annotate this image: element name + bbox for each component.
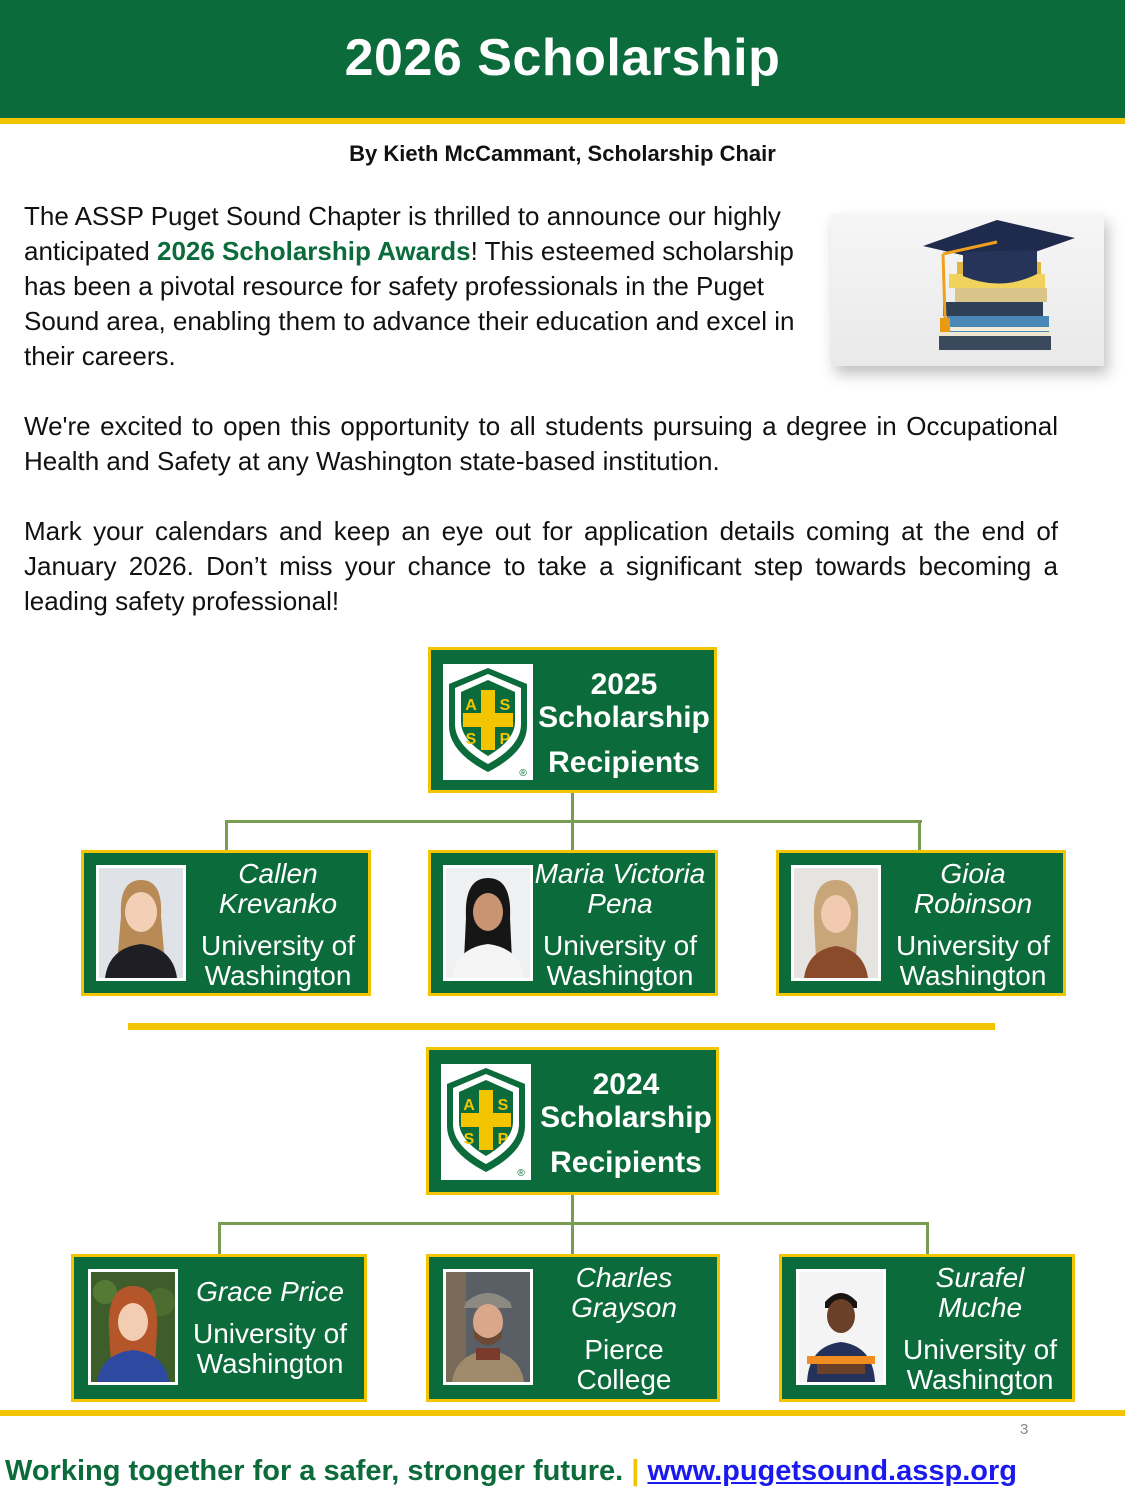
recipient-card <box>428 850 718 996</box>
connector-2025-right <box>918 820 921 851</box>
page-title: 2026 Scholarship <box>344 29 781 87</box>
recipient-school: University of Washington <box>542 930 698 991</box>
recipient-card <box>81 850 371 996</box>
recipients-2025-title-box <box>428 647 717 793</box>
logo-letter-a: A <box>463 1097 475 1114</box>
recipient-name: Surafel Muche <box>935 1262 1025 1323</box>
connector-2024-stem <box>571 1195 574 1225</box>
footer-separator: | <box>631 1455 640 1487</box>
logo-letter-s1: S <box>499 697 511 714</box>
intro-paragraph <box>24 199 814 374</box>
logo-letter-p: P <box>499 731 511 748</box>
logo-letter-s2: S <box>465 731 477 748</box>
recipient-text <box>887 859 1059 991</box>
logo-registered-mark: ® <box>519 768 527 779</box>
recipients-2024-title-box <box>426 1047 719 1195</box>
recipient-card <box>426 1254 720 1402</box>
recipient-text <box>535 1263 713 1395</box>
connector-2025-left <box>225 820 228 851</box>
recipient-card <box>71 1254 367 1402</box>
logo-letter-s1: S <box>497 1097 509 1114</box>
section-divider <box>128 1023 995 1030</box>
byline: By Kieth McCammant, Scholarship Chair <box>349 141 776 166</box>
recipient-text <box>892 1263 1068 1395</box>
logo-letter-s2: S <box>463 1131 475 1148</box>
assp-logo <box>443 664 533 780</box>
logo-letter-p: P <box>497 1131 509 1148</box>
intro-text-before: The ASSP Puget Sound Chapter is thrilled to announce our highly anticipated <box>24 201 781 266</box>
recipient-card <box>776 850 1066 996</box>
recipient-name: Charles Grayson <box>571 1262 677 1323</box>
intro-text-after: ! This esteemed scholarship has been a pivotal resource for safety professionals in the Puget Sound area, enabling them to advance their education and excel in their careers. <box>24 236 795 371</box>
recipient-name: Grace Price <box>196 1276 344 1307</box>
deadline-paragraph: Mark your calendars and keep an eye out for application details coming at the end of January 2026. Don’t miss your chance to take a significant step towards becoming a leading safety professional! <box>24 516 1058 616</box>
title-line2: Scholarship <box>540 1101 712 1134</box>
recipient-card <box>779 1254 1075 1402</box>
recipient-school: University of Washington <box>895 930 1051 991</box>
connector-2024-right <box>926 1222 929 1255</box>
graduation-cap-books-image <box>831 214 1104 366</box>
recipient-photo <box>88 1269 178 1385</box>
footer <box>5 1455 1017 1488</box>
eligibility-paragraph: We're excited to open this opportunity to all students pursuing a degree in Occupational Health and Safety at any Washington state-based institution. <box>24 411 1058 476</box>
logo-registered-mark: ® <box>517 1168 525 1179</box>
recipient-photo <box>796 1269 886 1385</box>
connector-2025-stem <box>571 793 574 823</box>
website-link[interactable]: www.pugetsound.assp.org <box>647 1455 1017 1487</box>
title-line2: Scholarship <box>538 701 710 734</box>
recipient-photo <box>443 1269 533 1385</box>
recipient-school: University of Washington <box>200 930 356 991</box>
recipient-photo <box>443 865 533 981</box>
intro-highlight: 2026 Scholarship Awards <box>156 236 471 266</box>
title-line3: Recipients <box>550 1146 702 1179</box>
recipient-name: Gioia Robinson <box>913 858 1033 919</box>
recipient-text <box>529 859 711 991</box>
assp-logo <box>441 1064 531 1180</box>
recipient-name: Callen Krevanko <box>218 858 338 919</box>
recipient-photo <box>791 865 881 981</box>
recipient-school: University of Washington <box>902 1334 1058 1395</box>
recipient-school: Pierce College <box>576 1334 672 1395</box>
title-text-2025 <box>534 668 714 779</box>
footer-rule <box>0 1410 1125 1416</box>
footer-slogan: Working together for a safer, stronger future. <box>5 1455 624 1487</box>
recipient-photo <box>96 865 186 981</box>
title-year: 2025 <box>590 668 658 701</box>
recipient-text <box>192 859 364 991</box>
title-text-2024 <box>536 1068 716 1179</box>
recipient-school: University of Washington <box>192 1318 348 1379</box>
connector-2024-left <box>218 1222 221 1255</box>
header-rule <box>0 118 1125 124</box>
title-year: 2024 <box>592 1068 660 1101</box>
recipient-name: Maria Victoria Pena <box>534 858 706 919</box>
logo-letter-a: A <box>465 697 477 714</box>
connector-2024-mid <box>571 1222 574 1255</box>
recipient-text <box>180 1277 360 1379</box>
connector-2025-mid <box>571 820 574 851</box>
title-line3: Recipients <box>548 746 700 779</box>
page-number: 3 <box>1020 1421 1029 1438</box>
